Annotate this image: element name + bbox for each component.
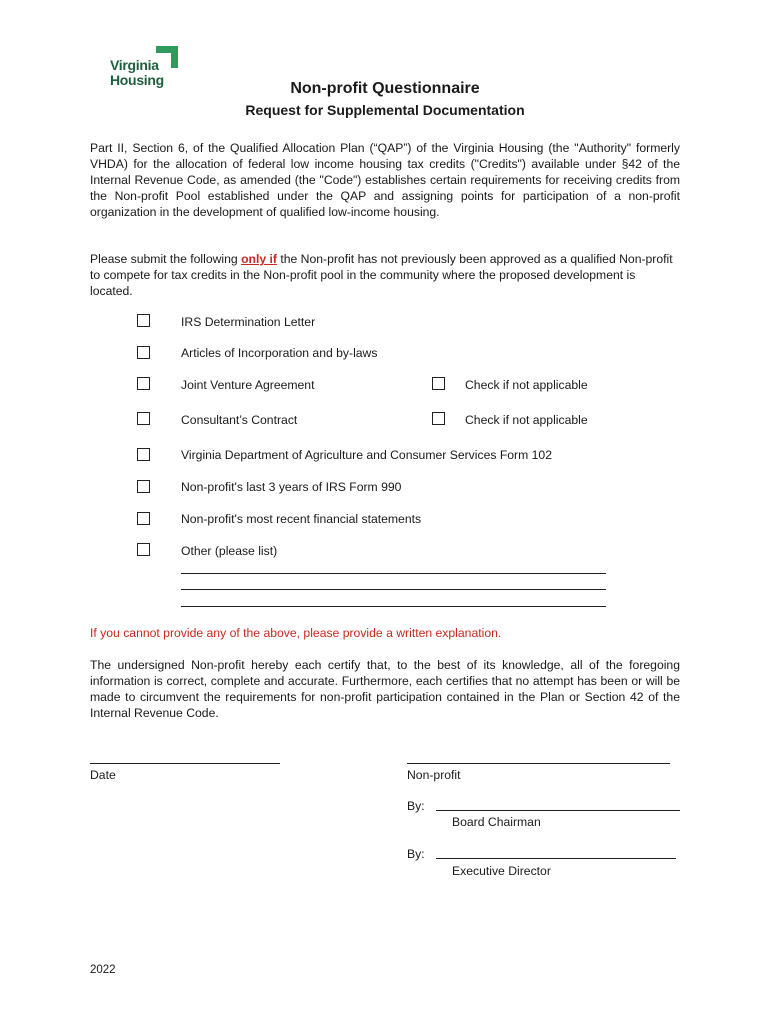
other-list-line-1[interactable]: [181, 573, 606, 574]
logo-line-1: Virginia: [110, 57, 159, 73]
checkbox-articles-of-incorporation[interactable]: [137, 346, 150, 359]
intro-paragraph: Part II, Section 6, of the Qualified Allocation Plan (“QAP”) of the Virginia Housing (the "Authority" formerly VHDA) for the allocation of federal low income housing tax credits ("Credits") available under §42 of the Internal Revenue Code, as amended (the "Code") establishes certain requirements for receiving credits from the Non-profit Pool established under the QAP and assigning points for participation of a non-profit organization in the development of qualified low-income housing.: [90, 141, 680, 219]
footer-year: 2022: [90, 964, 116, 976]
checklist-label-articles: Articles of Incorporation and by-laws: [181, 346, 378, 360]
submit-text-before: Please submit the following: [90, 252, 242, 266]
logo-arrow-icon: [156, 46, 178, 68]
board-chairman-signature-line[interactable]: [436, 810, 680, 811]
checkbox-consultants-contract-not-applicable[interactable]: [432, 412, 445, 425]
nonprofit-signature-line[interactable]: [407, 763, 670, 764]
executive-director-signature-line[interactable]: [436, 858, 676, 859]
checklist-label-consultants-contract: Consultant’s Contract: [181, 413, 298, 427]
checkbox-consultants-contract[interactable]: [137, 412, 150, 425]
certification-paragraph: The undersigned Non-profit hereby each certify that, to the best of its knowledge, all of the foregoing information is correct, complete and accurate. Furthermore, each certifies that no attempt has been or will be made to circumvent the requirements for non-profit participation contained in the Plan or Section 42 of the Internal Revenue Code.: [90, 658, 680, 720]
checkbox-joint-venture[interactable]: [137, 377, 150, 390]
board-chairman-label: Board Chairman: [452, 815, 541, 829]
logo-line-2: Housing: [110, 72, 164, 88]
only-if-emphasis: only if: [241, 252, 277, 266]
checklist-label-irs-determination: IRS Determination Letter: [181, 315, 316, 329]
explanation-warning: If you cannot provide any of the above, please provide a written explanation.: [90, 626, 502, 640]
label-consultants-contract-not-applicable: Check if not applicable: [465, 413, 588, 427]
page-title: Non-profit Questionnaire: [290, 80, 480, 97]
by-label-executive-director: By:: [407, 847, 425, 861]
checkbox-joint-venture-not-applicable[interactable]: [432, 377, 445, 390]
submit-text-after: the Non-profit has not previously been approved as a qualified Non-profit to compete for tax credits in the Non-profit pool in the community where the proposed development is located.: [90, 252, 673, 298]
date-label: Date: [90, 768, 116, 782]
page-subtitle: Request for Supplemental Documentation: [245, 102, 525, 118]
submit-instructions: [90, 251, 680, 299]
by-label-board-chairman: By:: [407, 799, 425, 813]
checklist-label-irs-form-990: Non-profit's last 3 years of IRS Form 990: [181, 480, 402, 494]
checkbox-vdacs-form-102[interactable]: [137, 448, 150, 461]
nonprofit-label: Non-profit: [407, 768, 461, 782]
label-joint-venture-not-applicable: Check if not applicable: [465, 378, 588, 392]
other-list-line-2[interactable]: [181, 589, 606, 590]
date-signature-line[interactable]: [90, 763, 280, 764]
checklist-label-joint-venture: Joint Venture Agreement: [181, 378, 315, 392]
checklist-label-other: Other (please list): [181, 544, 278, 558]
checkbox-irs-determination[interactable]: [137, 314, 150, 327]
executive-director-label: Executive Director: [452, 864, 551, 878]
checkbox-irs-form-990[interactable]: [137, 480, 150, 493]
other-list-line-3[interactable]: [181, 606, 606, 607]
checklist-label-financial-statements: Non-profit's most recent financial statements: [181, 512, 422, 526]
checkbox-other[interactable]: [137, 543, 150, 556]
checklist-label-vdacs-form-102: Virginia Department of Agriculture and Consumer Services Form 102: [181, 448, 552, 462]
checkbox-financial-statements[interactable]: [137, 512, 150, 525]
